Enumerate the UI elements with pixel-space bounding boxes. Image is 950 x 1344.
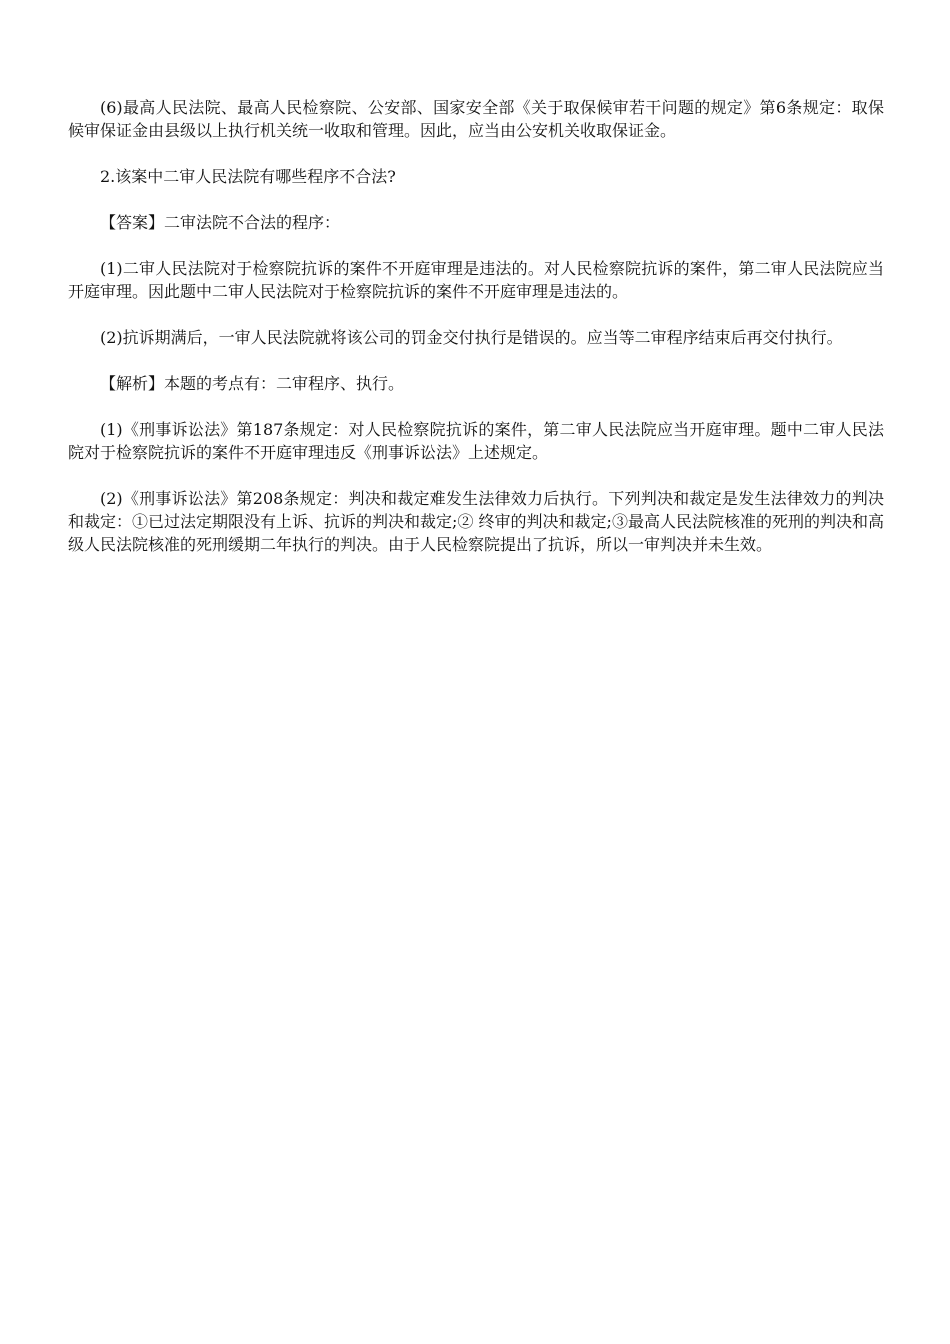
analysis-point-1: (1)《刑事诉讼法》第187条规定：对人民检察院抗诉的案件，第二审人民法院应当开庭审理。题中二审人民法院对于检察院抗诉的案件不开庭审理违反《刑事诉讼法》上述规定。 — [68, 420, 884, 462]
paragraph-bail-deposit-rule: (6)最高人民法院、最高人民检察院、公安部、国家安全部《关于取保候审若干问题的规定》第6条规定：取保候审保证金由县级以上执行机关统一收取和管理。因此，应当由公安机关收取保证金。 — [68, 98, 884, 140]
answer-point-1: (1)二审人民法院对于检察院抗诉的案件不开庭审理是违法的。对人民检察院抗诉的案件，第二审人民法院应当开庭审理。因此题中二审人民法院对于检察院抗诉的案件不开庭审理是违法的。 — [68, 259, 884, 301]
question-2: 2.该案中二审人民法院有哪些程序不合法? — [100, 167, 396, 186]
analysis-point-2: (2)《刑事诉讼法》第208条规定：判决和裁定难发生法律效力后执行。下列判决和裁定是发生法律效力的判决和裁定：①已过法定期限没有上诉、抗诉的判决和裁定;② 终审的判决和裁定;③最高人民法院核准的死刑的判决和高级人民法院核准的死刑缓期二年执行的判决。由于人民检察院提出了抗诉，所以一审判决并未生效。 — [68, 489, 884, 554]
answer-heading: 【答案】二审法院不合法的程序： — [100, 213, 341, 232]
analysis-heading: 【解析】本题的考点有：二审程序、执行。 — [100, 374, 405, 393]
document-page — [68, 96, 884, 579]
answer-point-2: (2)抗诉期满后，一审人民法院就将该公司的罚金交付执行是错误的。应当等二审程序结束后再交付执行。 — [100, 328, 843, 347]
